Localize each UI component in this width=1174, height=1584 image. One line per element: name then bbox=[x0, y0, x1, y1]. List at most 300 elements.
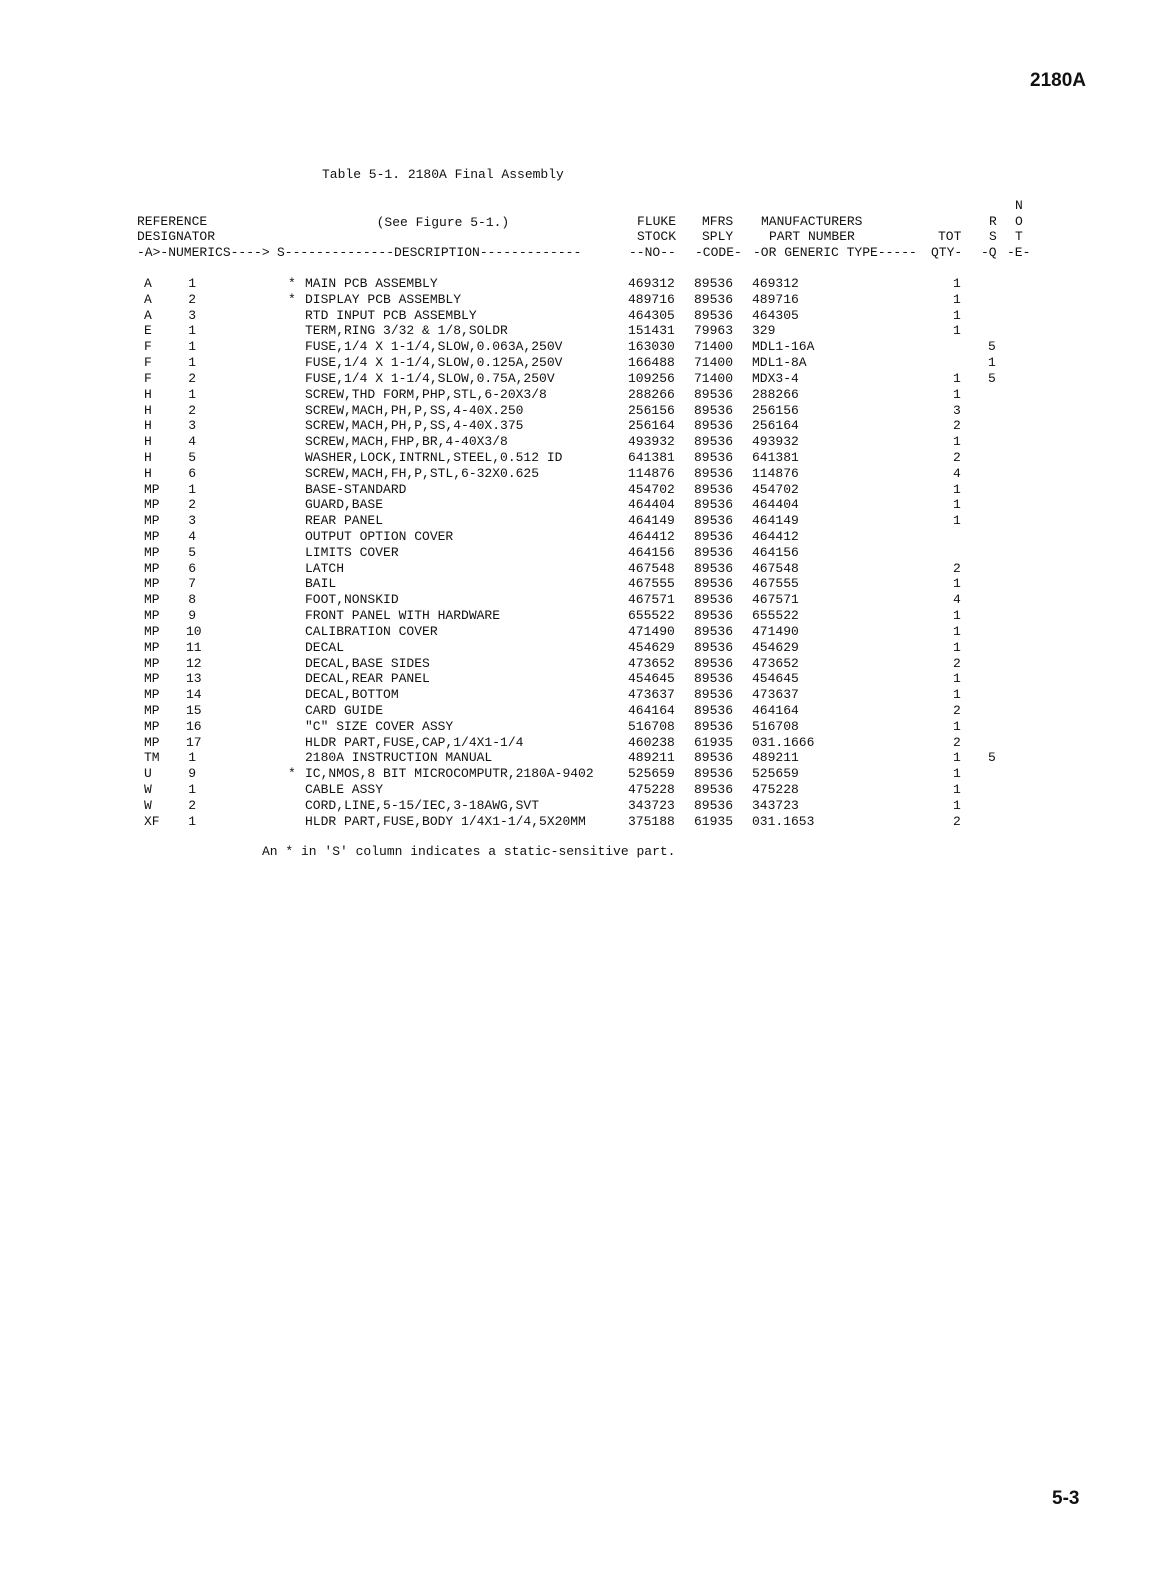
designator-number: 1 bbox=[188, 276, 196, 291]
table-row bbox=[0, 735, 1174, 751]
description: GUARD,BASE bbox=[305, 497, 384, 513]
header-tot: TOT bbox=[938, 229, 962, 245]
header-o: O bbox=[1015, 213, 1023, 229]
fluke-stock-no: 473652 bbox=[628, 655, 675, 671]
designator-number: 3 bbox=[188, 418, 196, 434]
fluke-stock-no: 475228 bbox=[628, 782, 675, 797]
designator-number: 9 bbox=[188, 766, 196, 782]
mfrs-sply-code: 79963 bbox=[694, 323, 734, 339]
description: RTD INPUT PCB ASSEMBLY bbox=[305, 307, 477, 323]
description: DECAL bbox=[305, 639, 345, 655]
reference-designator: A bbox=[144, 291, 152, 307]
designator-number: 11 bbox=[186, 639, 202, 655]
page-id: 2180A bbox=[1030, 70, 1086, 91]
table-row bbox=[0, 323, 1174, 339]
total-qty: 1 bbox=[953, 370, 961, 386]
manufacturer-part-number: 329 bbox=[752, 323, 776, 339]
reference-designator: MP bbox=[144, 513, 160, 529]
manufacturer-part-number: 464305 bbox=[752, 307, 799, 323]
designator-number: 15 bbox=[186, 702, 202, 718]
total-qty: 1 bbox=[953, 608, 961, 624]
total-qty: 3 bbox=[953, 402, 961, 418]
designator-number: 2 bbox=[188, 497, 196, 513]
table-row bbox=[0, 482, 1174, 498]
total-qty: 4 bbox=[953, 465, 961, 481]
table-row bbox=[0, 798, 1174, 814]
fluke-stock-no: 525659 bbox=[628, 766, 675, 782]
description: MAIN PCB ASSEMBLY bbox=[305, 276, 438, 291]
description: SCREW,THD FORM,PHP,STL,6-20X3/8 bbox=[305, 386, 547, 402]
description: SCREW,MACH,FH,P,STL,6-32X0.625 bbox=[305, 465, 540, 481]
designator-number: 4 bbox=[188, 529, 196, 544]
reference-designator: MP bbox=[144, 592, 160, 608]
header-numerics: -A>-NUMERICS----> bbox=[137, 244, 270, 260]
header-code: -CODE- bbox=[695, 244, 742, 260]
table-row bbox=[0, 608, 1174, 624]
designator-number: 10 bbox=[186, 623, 202, 639]
total-qty: 1 bbox=[953, 481, 961, 497]
table-row bbox=[0, 387, 1174, 403]
manufacturer-part-number: 343723 bbox=[752, 797, 799, 813]
total-qty: 1 bbox=[953, 497, 961, 513]
total-qty: 2 bbox=[953, 449, 961, 465]
mfrs-sply-code: 89536 bbox=[694, 465, 734, 481]
fluke-stock-no: 454645 bbox=[628, 671, 675, 687]
reference-designator: H bbox=[144, 418, 152, 434]
header-mfrs: MFRS bbox=[702, 213, 734, 229]
mfrs-sply-code: 89536 bbox=[694, 544, 734, 560]
total-qty: 1 bbox=[953, 623, 961, 639]
mfrs-sply-code: 89536 bbox=[694, 718, 734, 734]
reference-designator: MP bbox=[144, 687, 160, 703]
mfrs-sply-code: 61935 bbox=[694, 813, 734, 829]
table-row bbox=[0, 339, 1174, 355]
header-description: S--------------DESCRIPTION------------- bbox=[277, 244, 582, 260]
manufacturer-part-number: 493932 bbox=[752, 434, 799, 450]
fluke-stock-no: 256156 bbox=[628, 402, 675, 418]
fluke-stock-no: 464404 bbox=[628, 497, 675, 513]
designator-number: 2 bbox=[188, 291, 196, 307]
table-row bbox=[0, 687, 1174, 703]
reference-designator: MP bbox=[144, 655, 160, 671]
mfrs-sply-code: 89536 bbox=[694, 671, 734, 687]
reference-designator: W bbox=[144, 797, 152, 813]
description: CABLE ASSY bbox=[305, 782, 384, 797]
total-qty: 2 bbox=[953, 813, 961, 829]
reference-designator: W bbox=[144, 782, 152, 797]
header-stock-no: --NO-- bbox=[629, 244, 676, 260]
designator-number: 5 bbox=[188, 449, 196, 465]
reference-designator: MP bbox=[144, 544, 160, 560]
table-row bbox=[0, 592, 1174, 608]
description: SCREW,MACH,PH,P,SS,4-40X.375 bbox=[305, 418, 524, 434]
header-stock: STOCK bbox=[637, 229, 677, 245]
designator-number: 8 bbox=[188, 592, 196, 608]
table-row bbox=[0, 513, 1174, 529]
reference-designator: F bbox=[144, 370, 152, 386]
table-row bbox=[0, 276, 1174, 292]
fluke-stock-no: 489211 bbox=[628, 750, 675, 766]
description: SCREW,MACH,FHP,BR,4-40X3/8 bbox=[305, 434, 508, 450]
description: FOOT,NONSKID bbox=[305, 592, 399, 608]
mfrs-sply-code: 89536 bbox=[694, 655, 734, 671]
fluke-stock-no: 375188 bbox=[628, 813, 675, 829]
mfrs-sply-code: 89536 bbox=[694, 386, 734, 402]
designator-number: 1 bbox=[188, 750, 196, 766]
designator-number: 16 bbox=[186, 718, 202, 734]
description: DECAL,BOTTOM bbox=[305, 687, 399, 703]
manufacturer-part-number: 489211 bbox=[752, 750, 799, 766]
manufacturer-part-number: 256156 bbox=[752, 402, 799, 418]
mfrs-sply-code: 89536 bbox=[694, 513, 734, 529]
mfrs-sply-code: 89536 bbox=[694, 449, 734, 465]
table-row bbox=[0, 671, 1174, 687]
reference-designator: MP bbox=[144, 608, 160, 624]
total-qty: 2 bbox=[953, 702, 961, 718]
mfrs-sply-code: 89536 bbox=[694, 576, 734, 592]
total-qty: 1 bbox=[953, 323, 961, 339]
description: DECAL,REAR PANEL bbox=[305, 671, 430, 687]
rsq: 1 bbox=[988, 355, 996, 371]
manufacturer-part-number: 031.1653 bbox=[752, 813, 815, 829]
total-qty: 2 bbox=[953, 734, 961, 750]
total-qty: 1 bbox=[953, 576, 961, 592]
mfrs-sply-code: 89536 bbox=[694, 307, 734, 323]
manufacturer-part-number: 256164 bbox=[752, 418, 799, 434]
reference-designator: H bbox=[144, 465, 152, 481]
header-sply: SPLY bbox=[702, 229, 734, 245]
designator-number: 17 bbox=[186, 734, 202, 750]
page-number: 5-3 bbox=[1052, 1488, 1080, 1509]
total-qty: 1 bbox=[953, 386, 961, 402]
description: HLDR PART,FUSE,BODY 1/4X1-1/4,5X20MM bbox=[305, 813, 586, 829]
fluke-stock-no: 151431 bbox=[628, 323, 675, 339]
designator-number: 9 bbox=[188, 608, 196, 624]
fluke-stock-no: 460238 bbox=[628, 734, 675, 750]
mfrs-sply-code: 89536 bbox=[694, 291, 734, 307]
table-row bbox=[0, 450, 1174, 466]
designator-number: 2 bbox=[188, 797, 196, 813]
reference-designator: A bbox=[144, 276, 152, 291]
fluke-stock-no: 471490 bbox=[628, 623, 675, 639]
mfrs-sply-code: 89536 bbox=[694, 782, 734, 797]
designator-number: 1 bbox=[188, 813, 196, 829]
designator-number: 2 bbox=[188, 402, 196, 418]
static-flag: * bbox=[288, 766, 296, 782]
table-row bbox=[0, 292, 1174, 308]
table-row bbox=[0, 403, 1174, 419]
description: FUSE,1/4 X 1-1/4,SLOW,0.063A,250V bbox=[305, 339, 563, 355]
header-generic-type: -OR GENERIC TYPE----- bbox=[753, 244, 917, 260]
designator-number: 14 bbox=[186, 687, 202, 703]
manufacturer-part-number: MDL1-16A bbox=[752, 339, 815, 355]
manufacturer-part-number: 464404 bbox=[752, 497, 799, 513]
total-qty: 2 bbox=[953, 560, 961, 576]
table-row bbox=[0, 750, 1174, 766]
static-flag: * bbox=[288, 291, 296, 307]
total-qty: 1 bbox=[953, 639, 961, 655]
mfrs-sply-code: 89536 bbox=[694, 481, 734, 497]
table-row bbox=[0, 814, 1174, 830]
designator-number: 1 bbox=[188, 481, 196, 497]
designator-number: 1 bbox=[188, 386, 196, 402]
total-qty: 1 bbox=[953, 750, 961, 766]
table-row bbox=[0, 497, 1174, 513]
table-row bbox=[0, 656, 1174, 672]
designator-number: 7 bbox=[188, 576, 196, 592]
table-row bbox=[0, 545, 1174, 561]
total-qty: 1 bbox=[953, 513, 961, 529]
fluke-stock-no: 109256 bbox=[628, 370, 675, 386]
designator-number: 6 bbox=[188, 560, 196, 576]
manufacturer-part-number: MDL1-8A bbox=[752, 355, 807, 371]
reference-designator: F bbox=[144, 355, 152, 371]
description: IC,NMOS,8 BIT MICROCOMPUTR,2180A-9402 bbox=[305, 766, 594, 782]
description: CORD,LINE,5-15/IEC,3-18AWG,SVT bbox=[305, 797, 540, 813]
total-qty: 1 bbox=[953, 434, 961, 450]
reference-designator: H bbox=[144, 449, 152, 465]
fluke-stock-no: 464305 bbox=[628, 307, 675, 323]
designator-number: 5 bbox=[188, 544, 196, 560]
manufacturer-part-number: 473637 bbox=[752, 687, 799, 703]
table-row bbox=[0, 719, 1174, 735]
fluke-stock-no: 163030 bbox=[628, 339, 675, 355]
mfrs-sply-code: 89536 bbox=[694, 497, 734, 513]
reference-designator: H bbox=[144, 402, 152, 418]
header-e: -E- bbox=[1007, 244, 1031, 260]
header-part-number: PART NUMBER bbox=[769, 229, 855, 245]
designator-number: 3 bbox=[188, 513, 196, 529]
table-row bbox=[0, 640, 1174, 656]
fluke-stock-no: 467548 bbox=[628, 560, 675, 576]
fluke-stock-no: 114876 bbox=[628, 465, 675, 481]
fluke-stock-no: 256164 bbox=[628, 418, 675, 434]
total-qty: 1 bbox=[953, 687, 961, 703]
total-qty: 1 bbox=[953, 307, 961, 323]
reference-designator: U bbox=[144, 766, 152, 782]
mfrs-sply-code: 71400 bbox=[694, 355, 734, 371]
table-row bbox=[0, 371, 1174, 387]
description: DISPLAY PCB ASSEMBLY bbox=[305, 291, 462, 307]
rsq: 5 bbox=[988, 370, 996, 386]
description: CALIBRATION COVER bbox=[305, 623, 438, 639]
manufacturer-part-number: 475228 bbox=[752, 782, 799, 797]
description: TERM,RING 3/32 & 1/8,SOLDR bbox=[305, 323, 508, 339]
reference-designator: MP bbox=[144, 718, 160, 734]
description: FUSE,1/4 X 1-1/4,SLOW,0.75A,250V bbox=[305, 370, 555, 386]
description: WASHER,LOCK,INTRNL,STEEL,0.512 ID bbox=[305, 449, 563, 465]
table-header bbox=[137, 198, 1037, 262]
fluke-stock-no: 343723 bbox=[628, 797, 675, 813]
manufacturer-part-number: 114876 bbox=[752, 465, 799, 481]
table-row bbox=[0, 576, 1174, 592]
description: 2180A INSTRUCTION MANUAL bbox=[305, 750, 493, 766]
designator-number: 3 bbox=[188, 307, 196, 323]
reference-designator: MP bbox=[144, 702, 160, 718]
manufacturer-part-number: 489716 bbox=[752, 291, 799, 307]
mfrs-sply-code: 89536 bbox=[694, 639, 734, 655]
manufacturer-part-number: 516708 bbox=[752, 718, 799, 734]
reference-designator: MP bbox=[144, 671, 160, 687]
total-qty: 4 bbox=[953, 592, 961, 608]
mfrs-sply-code: 89536 bbox=[694, 702, 734, 718]
reference-designator: XF bbox=[144, 813, 160, 829]
table-row bbox=[0, 355, 1174, 371]
rsq: 5 bbox=[988, 339, 996, 355]
mfrs-sply-code: 89536 bbox=[694, 529, 734, 544]
description: BASE-STANDARD bbox=[305, 481, 407, 497]
mfrs-sply-code: 89536 bbox=[694, 797, 734, 813]
table-row bbox=[0, 529, 1174, 545]
total-qty: 1 bbox=[953, 291, 961, 307]
parts-table-body bbox=[0, 276, 1174, 829]
reference-designator: MP bbox=[144, 576, 160, 592]
manufacturer-part-number: 467548 bbox=[752, 560, 799, 576]
manufacturer-part-number: 525659 bbox=[752, 766, 799, 782]
total-qty: 1 bbox=[953, 276, 961, 291]
fluke-stock-no: 467555 bbox=[628, 576, 675, 592]
fluke-stock-no: 464412 bbox=[628, 529, 675, 544]
table-title-line: Table 5-1. 2180A Final Assembly bbox=[322, 167, 564, 182]
manufacturer-part-number: 031.1666 bbox=[752, 734, 815, 750]
description: FRONT PANEL WITH HARDWARE bbox=[305, 608, 501, 624]
manufacturer-part-number: 464156 bbox=[752, 544, 799, 560]
fluke-stock-no: 516708 bbox=[628, 718, 675, 734]
footnote: An * in 'S' column indicates a static-sensitive part. bbox=[262, 844, 676, 859]
table-row bbox=[0, 308, 1174, 324]
header-qty: QTY- bbox=[931, 244, 963, 260]
header-n: N bbox=[1015, 198, 1023, 213]
description: REAR PANEL bbox=[305, 513, 384, 529]
fluke-stock-no: 469312 bbox=[628, 276, 675, 291]
reference-designator: MP bbox=[144, 734, 160, 750]
total-qty: 1 bbox=[953, 797, 961, 813]
mfrs-sply-code: 89536 bbox=[694, 434, 734, 450]
mfrs-sply-code: 89536 bbox=[694, 402, 734, 418]
static-flag: * bbox=[288, 276, 296, 291]
total-qty: 2 bbox=[953, 418, 961, 434]
designator-number: 2 bbox=[188, 370, 196, 386]
table-row bbox=[0, 434, 1174, 450]
reference-designator: E bbox=[144, 323, 152, 339]
designator-number: 6 bbox=[188, 465, 196, 481]
fluke-stock-no: 454702 bbox=[628, 481, 675, 497]
reference-designator: H bbox=[144, 386, 152, 402]
table-subtitle-line: (See Figure 5-1.) bbox=[376, 215, 510, 230]
designator-number: 1 bbox=[188, 355, 196, 371]
fluke-stock-no: 467571 bbox=[628, 592, 675, 608]
description: OUTPUT OPTION COVER bbox=[305, 529, 454, 544]
reference-designator: MP bbox=[144, 497, 160, 513]
header-q: -Q bbox=[981, 244, 997, 260]
reference-designator: MP bbox=[144, 481, 160, 497]
description: LATCH bbox=[305, 560, 345, 576]
manufacturer-part-number: 467571 bbox=[752, 592, 799, 608]
reference-designator: F bbox=[144, 339, 152, 355]
total-qty: 1 bbox=[953, 718, 961, 734]
header-t: T bbox=[1015, 229, 1023, 245]
mfrs-sply-code: 71400 bbox=[694, 370, 734, 386]
header-manufacturers: MANUFACTURERS bbox=[761, 213, 863, 229]
designator-number: 13 bbox=[186, 671, 202, 687]
fluke-stock-no: 464156 bbox=[628, 544, 675, 560]
mfrs-sply-code: 89536 bbox=[694, 418, 734, 434]
table-row bbox=[0, 782, 1174, 798]
manufacturer-part-number: 469312 bbox=[752, 276, 799, 291]
manufacturer-part-number: 454645 bbox=[752, 671, 799, 687]
reference-designator: TM bbox=[144, 750, 160, 766]
reference-designator: H bbox=[144, 434, 152, 450]
mfrs-sply-code: 89536 bbox=[694, 766, 734, 782]
description: CARD GUIDE bbox=[305, 702, 384, 718]
reference-designator: MP bbox=[144, 623, 160, 639]
mfrs-sply-code: 89536 bbox=[694, 608, 734, 624]
fluke-stock-no: 464149 bbox=[628, 513, 675, 529]
fluke-stock-no: 473637 bbox=[628, 687, 675, 703]
header-s: S bbox=[989, 229, 997, 245]
total-qty: 2 bbox=[953, 655, 961, 671]
manufacturer-part-number: 655522 bbox=[752, 608, 799, 624]
designator-number: 4 bbox=[188, 434, 196, 450]
manufacturer-part-number: 464149 bbox=[752, 513, 799, 529]
fluke-stock-no: 655522 bbox=[628, 608, 675, 624]
designator-number: 1 bbox=[188, 323, 196, 339]
header-r: R bbox=[989, 213, 997, 229]
manufacturer-part-number: 288266 bbox=[752, 386, 799, 402]
table-row bbox=[0, 703, 1174, 719]
manufacturer-part-number: 454629 bbox=[752, 639, 799, 655]
description: FUSE,1/4 X 1-1/4,SLOW,0.125A,250V bbox=[305, 355, 563, 371]
description: SCREW,MACH,PH,P,SS,4-40X.250 bbox=[305, 402, 524, 418]
table-row bbox=[0, 561, 1174, 577]
header-designator: DESIGNATOR bbox=[137, 229, 216, 245]
reference-designator: MP bbox=[144, 560, 160, 576]
designator-number: 12 bbox=[186, 655, 202, 671]
mfrs-sply-code: 89536 bbox=[694, 592, 734, 608]
mfrs-sply-code: 89536 bbox=[694, 623, 734, 639]
mfrs-sply-code: 89536 bbox=[694, 276, 734, 291]
fluke-stock-no: 489716 bbox=[628, 291, 675, 307]
manufacturer-part-number: 464412 bbox=[752, 529, 799, 544]
designator-number: 1 bbox=[188, 339, 196, 355]
fluke-stock-no: 464164 bbox=[628, 702, 675, 718]
fluke-stock-no: 166488 bbox=[628, 355, 675, 371]
total-qty: 1 bbox=[953, 671, 961, 687]
table-row bbox=[0, 466, 1174, 482]
rsq: 5 bbox=[988, 750, 996, 766]
fluke-stock-no: 288266 bbox=[628, 386, 675, 402]
mfrs-sply-code: 61935 bbox=[694, 734, 734, 750]
description: LIMITS COVER bbox=[305, 544, 399, 560]
fluke-stock-no: 493932 bbox=[628, 434, 675, 450]
fluke-stock-no: 454629 bbox=[628, 639, 675, 655]
header-reference: REFERENCE bbox=[137, 213, 208, 229]
total-qty: 1 bbox=[953, 782, 961, 797]
header-fluke: FLUKE bbox=[637, 213, 677, 229]
manufacturer-part-number: 464164 bbox=[752, 702, 799, 718]
description: HLDR PART,FUSE,CAP,1/4X1-1/4 bbox=[305, 734, 524, 750]
description: "C" SIZE COVER ASSY bbox=[305, 718, 454, 734]
table-row bbox=[0, 766, 1174, 782]
table-row bbox=[0, 418, 1174, 434]
reference-designator: MP bbox=[144, 639, 160, 655]
fluke-stock-no: 641381 bbox=[628, 449, 675, 465]
manufacturer-part-number: 473652 bbox=[752, 655, 799, 671]
mfrs-sply-code: 89536 bbox=[694, 750, 734, 766]
mfrs-sply-code: 71400 bbox=[694, 339, 734, 355]
reference-designator: A bbox=[144, 307, 152, 323]
description: DECAL,BASE SIDES bbox=[305, 655, 430, 671]
